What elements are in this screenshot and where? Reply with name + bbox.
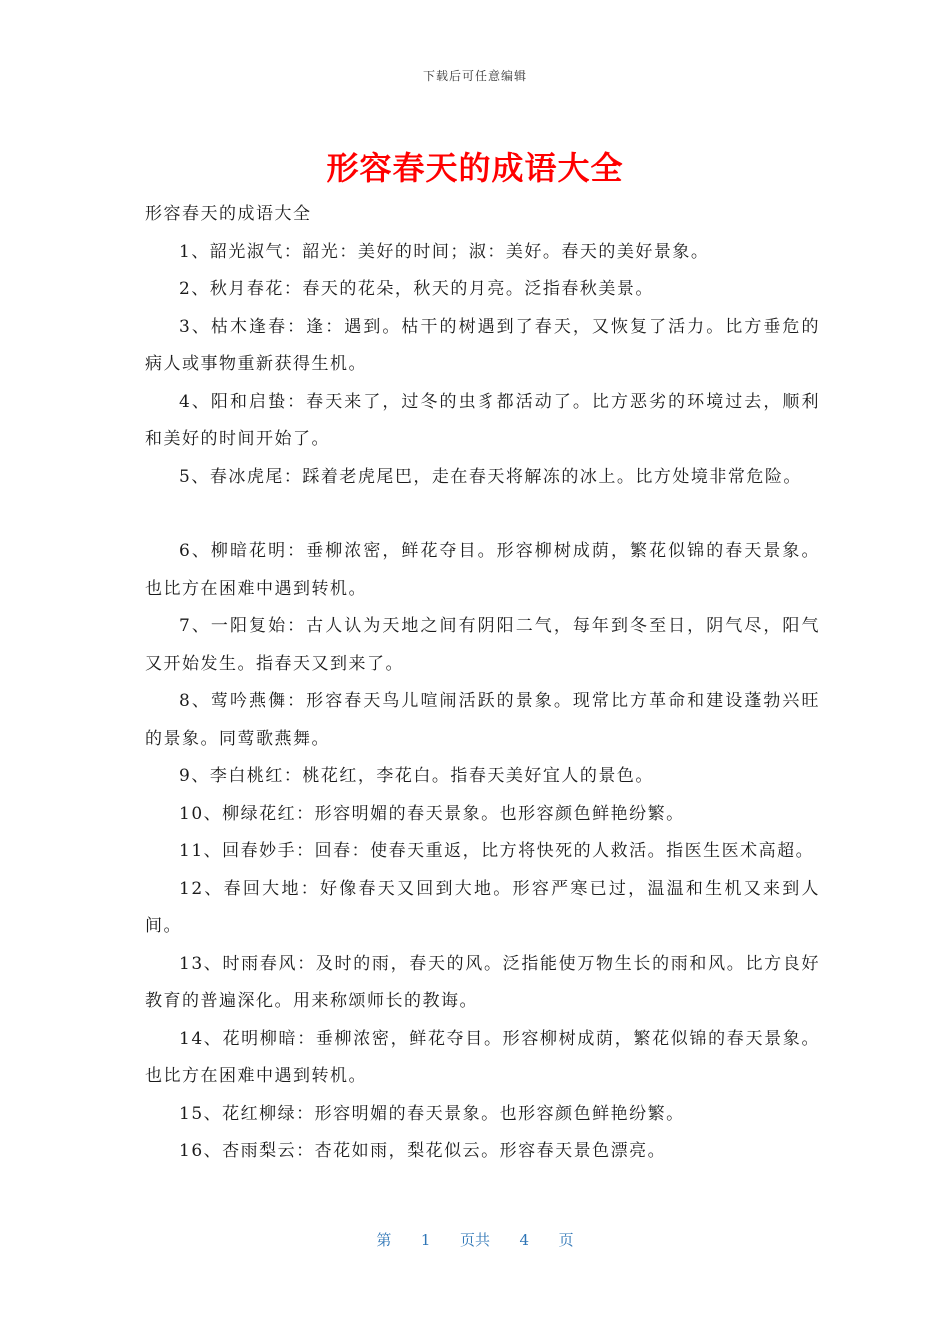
idiom-entry-13: 13、时雨春风：及时的雨，春天的风。泛指能使万物生长的雨和风。比方良好教育的普遍深化。用来称颂师长的教诲。 (145, 953, 820, 1011)
idiom-entry-9: 9、李白桃红：桃花红，李花白。指春天美好宜人的景色。 (179, 766, 654, 786)
idiom-entry-16: 16、杏雨梨云：杏花如雨，梨花似云。形容春天景色漂亮。 (179, 1141, 667, 1161)
document-subtitle: 形容春天的成语大全 (145, 204, 312, 224)
idiom-entry-2: 2、秋月春花：春天的花朵，秋天的月亮。泛指春秋美景。 (179, 279, 654, 299)
idiom-entry-7: 7、一阳复始：古人认为天地之间有阴阳二气，每年到冬至日，阴气尽，阳气又开始发生。指春天又到来了。 (145, 616, 820, 674)
idiom-entry-15: 15、花红柳绿：形容明媚的春天景象。也形容颜色鲜艳纷繁。 (179, 1103, 685, 1124)
idiom-entry-5: 5、春冰虎尾：踩着老虎尾巴，走在春天将解冻的冰上。比方处境非常危险。 (179, 466, 802, 487)
idiom-entry-12: 12、春回大地：好像春天又回到大地。形容严寒已过，温温和生机又来到人间。 (145, 878, 820, 936)
header-note: 下载后可任意编辑 (422, 69, 527, 83)
idiom-entry-14: 14、花明柳暗：垂柳浓密，鲜花夺目。形容柳树成荫，繁花似锦的春天景象。也比方在困难中遇到转机。 (145, 1028, 820, 1086)
idiom-entry-3: 3、枯木逢春：逢：遇到。枯干的树遇到了春天，又恢复了活力。比方垂危的病人或事物重新获得生机。 (145, 316, 820, 374)
idiom-entry-6: 6、柳暗花明：垂柳浓密，鲜花夺目。形容柳树成荫，繁花似锦的春天景象。也比方在困难中遇到转机。 (145, 541, 820, 599)
idiom-entry-4: 4、阳和启蛰：春天来了，过冬的虫豸都活动了。比方恶劣的环境过去，顺利和美好的时间开始了。 (145, 391, 820, 449)
idiom-entry-11: 11、回春妙手：回春：使春天重返，比方将快死的人救活。指医生医术高超。 (179, 841, 815, 861)
idiom-entry-10: 10、柳绿花红：形容明媚的春天景象。也形容颜色鲜艳纷繁。 (179, 803, 685, 824)
document-title: 形容春天的成语大全 (326, 149, 624, 187)
page-number-footer: 第 1 页共 4 页 (376, 1231, 574, 1249)
idiom-entry-8: 8、莺吟燕儛：形容春天鸟儿喧闹活跃的景象。现常比方革命和建设蓬勃兴旺的景象。同莺歌燕舞。 (145, 691, 820, 749)
document-body (145, 196, 820, 1171)
idiom-entry-1: 1、韶光淑气：韶光：美好的时间；淑：美好。春天的美好景象。 (179, 241, 710, 262)
